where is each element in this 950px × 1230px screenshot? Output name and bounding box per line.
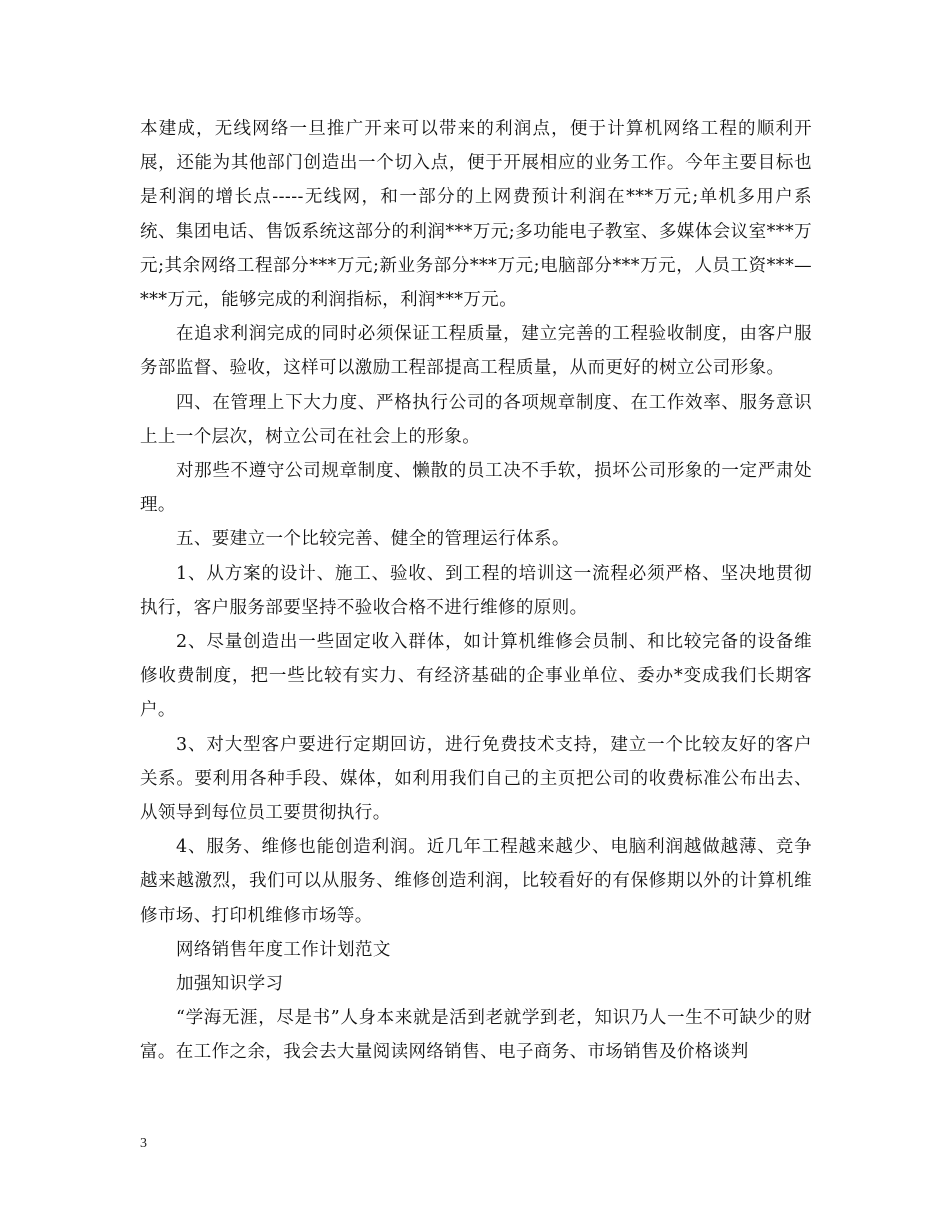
paragraph: 1、从方案的设计、施工、验收、到工程的培训这一流程必须严格、坚决地贯彻执行，客户服务部要坚持不验收合格不进行维修的原则。: [140, 563, 812, 618]
paragraph: 3、对大型客户要进行定期回访，进行免费技术支持，建立一个比较友好的客户关系。要利用各种手段、媒体，如利用我们自己的主页把公司的收费标准公布出去、从领导到每位员工要贯彻执行。: [140, 734, 812, 824]
paragraph: 2、尽量创造出一些固定收入群体，如计算机维修会员制、和比较完备的设备维修收费制度，把一些比较有实力、有经济基础的企事业单位、委办*变成我们长期客户。: [140, 632, 812, 721]
paragraph-continuation: 本建成，无线网络一旦推广开来可以带来的利润点，便于计算机网络工程的顺利开展，还能为其他部门创造出一个切入点，便于开展相应的业务工作。今年主要目标也是利润的增长点-----无线网，和一部分的上网费预计利润在***万元;单机多用户系统、集团电话、售饭系统这部分的利润***万元;多功能电子教室、多媒体会议室***万元;其余网络工程部分***万元;新业务部分***万元;电脑部分***万元，人员工资***—***万元，能够完成的利润指标，利润***万元。: [140, 119, 812, 311]
paragraph: 五、要建立一个比较完善、健全的管理运行体系。: [176, 529, 570, 550]
paragraph: 4、服务、维修也能创造利润。近几年工程越来越少、电脑利润越做越薄、竞争越来越激烈，我们可以从服务、维修创造利润，比较看好的有保修期以外的计算机维修市场、打印机维修市场等。: [140, 837, 812, 926]
paragraph: “学海无涯，尽是书”人身本来就是活到老就学到老，知识乃人一生不可缺少的财富。在工作之余，我会去大量阅读网络销售、电子商务、市场销售及价格谈判: [140, 1008, 812, 1063]
document-body: [140, 112, 812, 1070]
paragraph: 对那些不遵守公司规章制度、懒散的员工决不手软，损坏公司形象的一定严肃处理。: [140, 461, 812, 516]
paragraph: 四、在管理上下大力度、严格执行公司的各项规章制度、在工作效率、服务意识上上一个层次，树立公司在社会上的形象。: [140, 392, 812, 447]
subsection-heading: 加强知识学习: [176, 974, 284, 995]
section-title: 网络销售年度工作计划范文: [176, 939, 391, 960]
page-number: 3: [140, 1136, 147, 1151]
paragraph: 在追求利润完成的同时必须保证工程质量，建立完善的工程验收制度，由客户服务部监督、验收，这样可以激励工程部提高工程质量，从而更好的树立公司形象。: [140, 324, 812, 379]
